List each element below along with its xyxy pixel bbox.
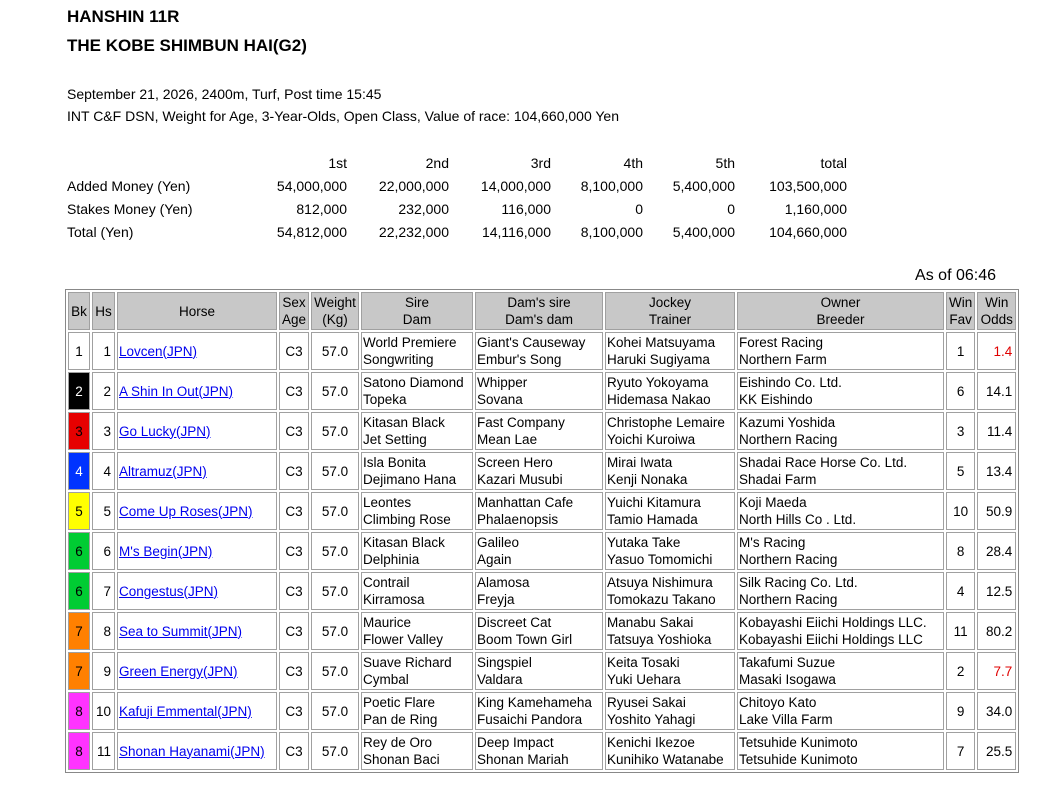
- sire-name: Kitasan Black: [363, 535, 445, 550]
- win-fav-cell: 4: [946, 572, 975, 610]
- prize-money-value: 5,400,000: [672, 223, 735, 240]
- dam-name: Flower Valley: [363, 632, 444, 647]
- table-row: [68, 412, 1016, 450]
- race-info-conditions: INT C&F DSN, Weight for Age, 3-Year-Olds, Open Class, Value of race: 104,660,000 Yen: [67, 108, 620, 124]
- bracket-number-cell: 7: [68, 612, 90, 650]
- table-row: [68, 452, 1016, 490]
- header-hs: Hs: [92, 292, 115, 330]
- jockey-name: Mirai Iwata: [607, 455, 673, 470]
- win-odds-cell: 28.4: [977, 532, 1016, 570]
- sire-name: Poetic Flare: [363, 695, 436, 710]
- prize-money-value: 22,000,000: [378, 177, 449, 194]
- sire-dam-cell: [361, 572, 473, 610]
- sex-age-cell: C3: [279, 572, 309, 610]
- sire-dam-cell: [361, 412, 473, 450]
- sire-name: Isla Bonita: [363, 455, 427, 470]
- header-breeder: Breeder: [816, 312, 865, 327]
- bracket-number-cell: 6: [68, 532, 90, 570]
- damsire-damdam-cell: [475, 532, 603, 570]
- damdam-name: Mean Lae: [477, 432, 538, 447]
- bracket-number-cell: 6: [68, 572, 90, 610]
- prize-money-value: 14,116,000: [481, 223, 551, 240]
- owner-name: Eishindo Co. Ltd.: [739, 375, 842, 390]
- win-fav-cell: 6: [946, 372, 975, 410]
- sire-dam-cell: [361, 492, 473, 530]
- prize-money-row: [64, 197, 850, 220]
- jockey-trainer-cell: [605, 332, 735, 370]
- dam-name: Songwriting: [363, 352, 434, 367]
- owner-breeder-cell: [737, 452, 944, 490]
- damdam-name: Kazari Musubi: [477, 472, 563, 487]
- trainer-name: Tamio Hamada: [607, 512, 698, 527]
- prize-money-value: 812,000: [296, 200, 347, 217]
- damsire-name: Deep Impact: [477, 735, 554, 750]
- horse-number-cell: 9: [92, 652, 115, 690]
- owner-breeder-cell: [737, 692, 944, 730]
- horse-number-cell: 10: [92, 692, 115, 730]
- bracket-number-cell: 8: [68, 732, 90, 770]
- weight-cell: 57.0: [311, 372, 359, 410]
- horse-number-cell: 3: [92, 412, 115, 450]
- jockey-name: Kenichi Ikezoe: [607, 735, 695, 750]
- sex-age-cell: C3: [279, 412, 309, 450]
- prize-money-value: 8,100,000: [580, 177, 643, 194]
- breeder-name: Northern Racing: [739, 592, 838, 607]
- horse-name-link[interactable]: Kafuji Emmental(JPN): [119, 703, 252, 719]
- win-odds-cell: 80.2: [977, 612, 1016, 650]
- prize-money-value: 103,500,000: [769, 177, 847, 194]
- prize-col-1st: 1st: [328, 154, 347, 171]
- jockey-trainer-cell: [605, 412, 735, 450]
- jockey-trainer-cell: [605, 652, 735, 690]
- horse-number-cell: 6: [92, 532, 115, 570]
- sire-dam-cell: [361, 692, 473, 730]
- header-horse: Horse: [117, 292, 277, 330]
- sex-age-cell: C3: [279, 372, 309, 410]
- horse-name-cell: [117, 492, 277, 530]
- horse-name-link[interactable]: Congestus(JPN): [119, 583, 219, 599]
- win-odds-cell: 14.1: [977, 372, 1016, 410]
- sire-name: Leontes: [363, 495, 412, 510]
- horse-name-cell: [117, 572, 277, 610]
- prize-col-total: total: [820, 154, 847, 171]
- sire-dam-cell: [361, 332, 473, 370]
- trainer-name: Yasuo Tomomichi: [607, 552, 713, 567]
- prize-money-value: 54,812,000: [276, 223, 347, 240]
- entries-table: [65, 289, 1019, 773]
- damdam-name: Embur's Song: [477, 352, 562, 367]
- damsire-damdam-cell: [475, 332, 603, 370]
- horse-name-cell: [117, 332, 277, 370]
- header-win-odds: [977, 292, 1016, 330]
- prize-money-value: 5,400,000: [672, 177, 735, 194]
- trainer-name: Tomokazu Takano: [607, 592, 716, 607]
- trainer-name: Kenji Nonaka: [607, 472, 688, 487]
- damsire-damdam-cell: [475, 572, 603, 610]
- horse-name-link[interactable]: Lovcen(JPN): [119, 343, 198, 359]
- jockey-trainer-cell: [605, 452, 735, 490]
- sex-age-cell: C3: [279, 692, 309, 730]
- jockey-name: Ryuto Yokoyama: [607, 375, 709, 390]
- breeder-name: Northern Farm: [739, 352, 827, 367]
- header-jockey: Jockey: [649, 295, 692, 310]
- header-damsire: Dam's sire: [507, 295, 571, 310]
- table-row: [68, 612, 1016, 650]
- horse-name-cell: [117, 652, 277, 690]
- breeder-name: Lake Villa Farm: [739, 712, 833, 727]
- header-odds: Odds: [980, 312, 1013, 327]
- trainer-name: Haruki Sugiyama: [607, 352, 710, 367]
- dam-name: Kirramosa: [363, 592, 425, 607]
- sire-name: Rey de Oro: [363, 735, 433, 750]
- horse-name-cell: [117, 612, 277, 650]
- header-damdam: Dam's dam: [505, 312, 573, 327]
- jockey-trainer-cell: [605, 692, 735, 730]
- jockey-name: Christophe Lemaire: [607, 415, 725, 430]
- breeder-name: North Hills Co . Ltd.: [739, 512, 857, 527]
- prize-money-value: 14,000,000: [480, 177, 551, 194]
- prize-money-value: 54,000,000: [276, 177, 347, 194]
- win-odds-cell: 34.0: [977, 692, 1016, 730]
- sire-dam-cell: [361, 532, 473, 570]
- damsire-damdam-cell: [475, 692, 603, 730]
- prize-money-row-label: Added Money (Yen): [67, 177, 191, 194]
- table-row: [68, 652, 1016, 690]
- prize-money-row-label: Total (Yen): [67, 223, 134, 240]
- prize-money-corner: [64, 151, 268, 174]
- horse-number-cell: 2: [92, 372, 115, 410]
- trainer-name: Yoichi Kuroiwa: [607, 432, 696, 447]
- header-weight-unit: (Kg): [322, 312, 348, 327]
- damsire-damdam-cell: [475, 652, 603, 690]
- damsire-name: Discreet Cat: [477, 615, 552, 630]
- jockey-trainer-cell: [605, 572, 735, 610]
- sex-age-cell: C3: [279, 652, 309, 690]
- bracket-number-cell: 3: [68, 412, 90, 450]
- win-odds-cell: 50.9: [977, 492, 1016, 530]
- bracket-number-cell: 7: [68, 652, 90, 690]
- prize-money-value: 116,000: [501, 200, 551, 217]
- damdam-name: Fusaichi Pandora: [477, 712, 583, 727]
- sire-name: Contrail: [363, 575, 410, 590]
- damdam-name: Again: [477, 552, 512, 567]
- owner-name: M's Racing: [739, 535, 806, 550]
- breeder-name: Northern Racing: [739, 552, 838, 567]
- sire-name: World Premiere: [363, 335, 457, 350]
- horse-number-cell: 7: [92, 572, 115, 610]
- prize-money-value: 104,660,000: [769, 223, 847, 240]
- owner-breeder-cell: [737, 572, 944, 610]
- bracket-number-cell: 5: [68, 492, 90, 530]
- jockey-name: Manabu Sakai: [607, 615, 694, 630]
- breeder-name: Kobayashi Eiichi Holdings LLC: [739, 632, 923, 647]
- horse-name-link[interactable]: Shonan Hayanami(JPN): [119, 743, 265, 759]
- header-sire: Sire: [405, 295, 430, 310]
- owner-breeder-cell: [737, 732, 944, 770]
- owner-name: Shadai Race Horse Co. Ltd.: [739, 455, 908, 470]
- breeder-name: KK Eishindo: [739, 392, 813, 407]
- prize-money-table: [64, 151, 850, 243]
- sex-age-cell: C3: [279, 332, 309, 370]
- damsire-name: Fast Company: [477, 415, 565, 430]
- damsire-name: Whipper: [477, 375, 528, 390]
- owner-name: Silk Racing Co. Ltd.: [739, 575, 858, 590]
- horse-name-link[interactable]: Come Up Roses(JPN): [119, 503, 253, 519]
- sex-age-cell: C3: [279, 732, 309, 770]
- breeder-name: Northern Racing: [739, 432, 838, 447]
- prize-money-value: 8,100,000: [580, 223, 643, 240]
- win-odds-cell: 7.7: [977, 652, 1016, 690]
- horse-number-cell: 11: [92, 732, 115, 770]
- header-trainer: Trainer: [648, 312, 692, 327]
- dam-name: Climbing Rose: [363, 512, 451, 527]
- owner-name: Takafumi Suzue: [739, 655, 836, 670]
- owner-breeder-cell: [737, 612, 944, 650]
- header-fav-win: Win: [949, 295, 973, 310]
- sire-name: Kitasan Black: [363, 415, 445, 430]
- damsire-name: Giant's Causeway: [477, 335, 586, 350]
- sire-name: Satono Diamond: [363, 375, 464, 390]
- dam-name: Delphinia: [363, 552, 420, 567]
- win-odds-cell: 13.4: [977, 452, 1016, 490]
- weight-cell: 57.0: [311, 652, 359, 690]
- prize-money-row-label: Stakes Money (Yen): [67, 200, 193, 217]
- win-odds-cell: 1.4: [977, 332, 1016, 370]
- table-row: [68, 732, 1016, 770]
- owner-breeder-cell: [737, 372, 944, 410]
- jockey-name: Yuichi Kitamura: [607, 495, 701, 510]
- dam-name: Cymbal: [363, 672, 409, 687]
- header-owner-breeder: [737, 292, 944, 330]
- damsire-damdam-cell: [475, 372, 603, 410]
- horse-name-cell: [117, 412, 277, 450]
- prize-money-value: 1,160,000: [784, 200, 847, 217]
- damsire-name: King Kamehameha: [477, 695, 592, 710]
- jockey-name: Ryusei Sakai: [607, 695, 686, 710]
- owner-breeder-cell: [737, 492, 944, 530]
- damdam-name: Phalaenopsis: [477, 512, 559, 527]
- prize-col-5th: 5th: [715, 154, 735, 171]
- horse-name-cell: [117, 732, 277, 770]
- sex-age-cell: C3: [279, 612, 309, 650]
- owner-name: Koji Maeda: [739, 495, 807, 510]
- prize-money-row: [64, 220, 850, 243]
- horse-name-link[interactable]: Sea to Summit(JPN): [119, 623, 243, 639]
- sex-age-cell: C3: [279, 452, 309, 490]
- damdam-name: Valdara: [477, 672, 523, 687]
- sire-dam-cell: [361, 652, 473, 690]
- owner-breeder-cell: [737, 332, 944, 370]
- win-fav-cell: 1: [946, 332, 975, 370]
- win-fav-cell: 11: [946, 612, 975, 650]
- damdam-name: Boom Town Girl: [477, 632, 573, 647]
- horse-name-link[interactable]: M's Begin(JPN): [119, 543, 213, 559]
- bracket-number-cell: 8: [68, 692, 90, 730]
- header-damsire-damdam: [475, 292, 603, 330]
- jockey-trainer-cell: [605, 492, 735, 530]
- jockey-name: Atsuya Nishimura: [607, 575, 713, 590]
- weight-cell: 57.0: [311, 572, 359, 610]
- weight-cell: 57.0: [311, 732, 359, 770]
- owner-breeder-cell: [737, 412, 944, 450]
- prize-col-2nd: 2nd: [425, 154, 449, 171]
- header-age: Age: [282, 312, 307, 327]
- bracket-number-cell: 2: [68, 372, 90, 410]
- bracket-number-cell: 1: [68, 332, 90, 370]
- horse-name-link[interactable]: Altramuz(JPN): [119, 463, 207, 479]
- jockey-trainer-cell: [605, 732, 735, 770]
- header-dam: Dam: [402, 312, 432, 327]
- jockey-trainer-cell: [605, 612, 735, 650]
- prize-col-3rd: 3rd: [530, 154, 551, 171]
- race-name: THE KOBE SHIMBUN HAI(G2): [67, 36, 307, 55]
- owner-name: Forest Racing: [739, 335, 824, 350]
- sex-age-cell: C3: [279, 492, 309, 530]
- prize-col-4th: 4th: [623, 154, 643, 171]
- damsire-name: Manhattan Cafe: [477, 495, 574, 510]
- dam-name: Dejimano Hana: [363, 472, 457, 487]
- damdam-name: Freyja: [477, 592, 515, 607]
- owner-breeder-cell: [737, 652, 944, 690]
- table-row: [68, 372, 1016, 410]
- weight-cell: 57.0: [311, 532, 359, 570]
- sire-dam-cell: [361, 452, 473, 490]
- table-row: [68, 572, 1016, 610]
- sire-dam-cell: [361, 372, 473, 410]
- damsire-damdam-cell: [475, 732, 603, 770]
- damsire-name: Singspiel: [477, 655, 532, 670]
- weight-cell: 57.0: [311, 692, 359, 730]
- dam-name: Pan de Ring: [363, 712, 438, 727]
- header-owner: Owner: [820, 295, 861, 310]
- jockey-trainer-cell: [605, 372, 735, 410]
- win-fav-cell: 9: [946, 692, 975, 730]
- prize-money-value: 0: [635, 200, 643, 217]
- win-fav-cell: 8: [946, 532, 975, 570]
- horse-number-cell: 8: [92, 612, 115, 650]
- dam-name: Shonan Baci: [363, 752, 440, 767]
- race-info-date-distance: September 21, 2026, 2400m, Turf, Post time 15:45: [67, 86, 382, 102]
- trainer-name: Hidemasa Nakao: [607, 392, 711, 407]
- win-fav-cell: 5: [946, 452, 975, 490]
- header-bk: Bk: [68, 292, 90, 330]
- horse-name-cell: [117, 692, 277, 730]
- win-odds-cell: 11.4: [977, 412, 1016, 450]
- win-odds-cell: 25.5: [977, 732, 1016, 770]
- horse-name-link[interactable]: Green Energy(JPN): [119, 663, 238, 679]
- prize-money-value: 22,232,000: [378, 223, 449, 240]
- dam-name: Topeka: [363, 392, 407, 407]
- horse-number-cell: 4: [92, 452, 115, 490]
- odds-timestamp: As of 06:46: [915, 267, 996, 284]
- table-row: [68, 492, 1016, 530]
- table-row: [68, 332, 1016, 370]
- horse-name-cell: [117, 372, 277, 410]
- owner-name: Kazumi Yoshida: [739, 415, 836, 430]
- horse-name-cell: [117, 532, 277, 570]
- bracket-number-cell: 4: [68, 452, 90, 490]
- prize-money-header-row: [64, 151, 850, 174]
- table-row: [68, 692, 1016, 730]
- header-weight-label: Weight: [314, 295, 356, 310]
- win-odds-cell: 12.5: [977, 572, 1016, 610]
- weight-cell: 57.0: [311, 452, 359, 490]
- trainer-name: Yoshito Yahagi: [607, 712, 696, 727]
- horse-name-link[interactable]: Go Lucky(JPN): [119, 423, 211, 439]
- prize-money-value: 0: [727, 200, 735, 217]
- sire-dam-cell: [361, 732, 473, 770]
- owner-name: Chitoyo Kato: [739, 695, 817, 710]
- breeder-name: Shadai Farm: [739, 472, 817, 487]
- breeder-name: Masaki Isogawa: [739, 672, 836, 687]
- weight-cell: 57.0: [311, 412, 359, 450]
- owner-name: Tetsuhide Kunimoto: [739, 735, 858, 750]
- header-fav: Fav: [949, 312, 972, 327]
- damsire-name: Alamosa: [477, 575, 530, 590]
- damsire-damdam-cell: [475, 412, 603, 450]
- header-jockey-trainer: [605, 292, 735, 330]
- breeder-name: Tetsuhide Kunimoto: [739, 752, 858, 767]
- horse-name-link[interactable]: A Shin In Out(JPN): [119, 383, 234, 399]
- jockey-name: Yutaka Take: [607, 535, 681, 550]
- damdam-name: Sovana: [477, 392, 523, 407]
- header-sire-dam: [361, 292, 473, 330]
- race-number: HANSHIN 11R: [67, 7, 180, 26]
- header-weight: [311, 292, 359, 330]
- weight-cell: 57.0: [311, 612, 359, 650]
- trainer-name: Yuki Uehara: [607, 672, 681, 687]
- trainer-name: Kunihiko Watanabe: [607, 752, 724, 767]
- win-fav-cell: 2: [946, 652, 975, 690]
- jockey-name: Keita Tosaki: [607, 655, 680, 670]
- horse-name-cell: [117, 452, 277, 490]
- sire-name: Maurice: [363, 615, 412, 630]
- dam-name: Jet Setting: [363, 432, 427, 447]
- weight-cell: 57.0: [311, 332, 359, 370]
- win-fav-cell: 3: [946, 412, 975, 450]
- win-fav-cell: 7: [946, 732, 975, 770]
- weight-cell: 57.0: [311, 492, 359, 530]
- damsire-name: Screen Hero: [477, 455, 553, 470]
- sire-name: Suave Richard: [363, 655, 452, 670]
- win-fav-cell: 10: [946, 492, 975, 530]
- owner-breeder-cell: [737, 532, 944, 570]
- damsire-damdam-cell: [475, 452, 603, 490]
- damsire-damdam-cell: [475, 492, 603, 530]
- table-row: [68, 532, 1016, 570]
- sire-dam-cell: [361, 612, 473, 650]
- entries-header-row: [68, 292, 1016, 330]
- header-win-fav: [946, 292, 975, 330]
- damdam-name: Shonan Mariah: [477, 752, 569, 767]
- horse-number-cell: 5: [92, 492, 115, 530]
- damsire-name: Galileo: [477, 535, 520, 550]
- jockey-trainer-cell: [605, 532, 735, 570]
- damsire-damdam-cell: [475, 612, 603, 650]
- horse-number-cell: 1: [92, 332, 115, 370]
- prize-money-value: 232,000: [398, 200, 449, 217]
- header-sex: Sex: [282, 295, 306, 310]
- owner-name: Kobayashi Eiichi Holdings LLC.: [739, 615, 927, 630]
- trainer-name: Tatsuya Yoshioka: [607, 632, 712, 647]
- header-sex-age: [279, 292, 309, 330]
- prize-money-row: [64, 174, 850, 197]
- jockey-name: Kohei Matsuyama: [607, 335, 716, 350]
- header-odds-win: Win: [985, 295, 1009, 310]
- sex-age-cell: C3: [279, 532, 309, 570]
